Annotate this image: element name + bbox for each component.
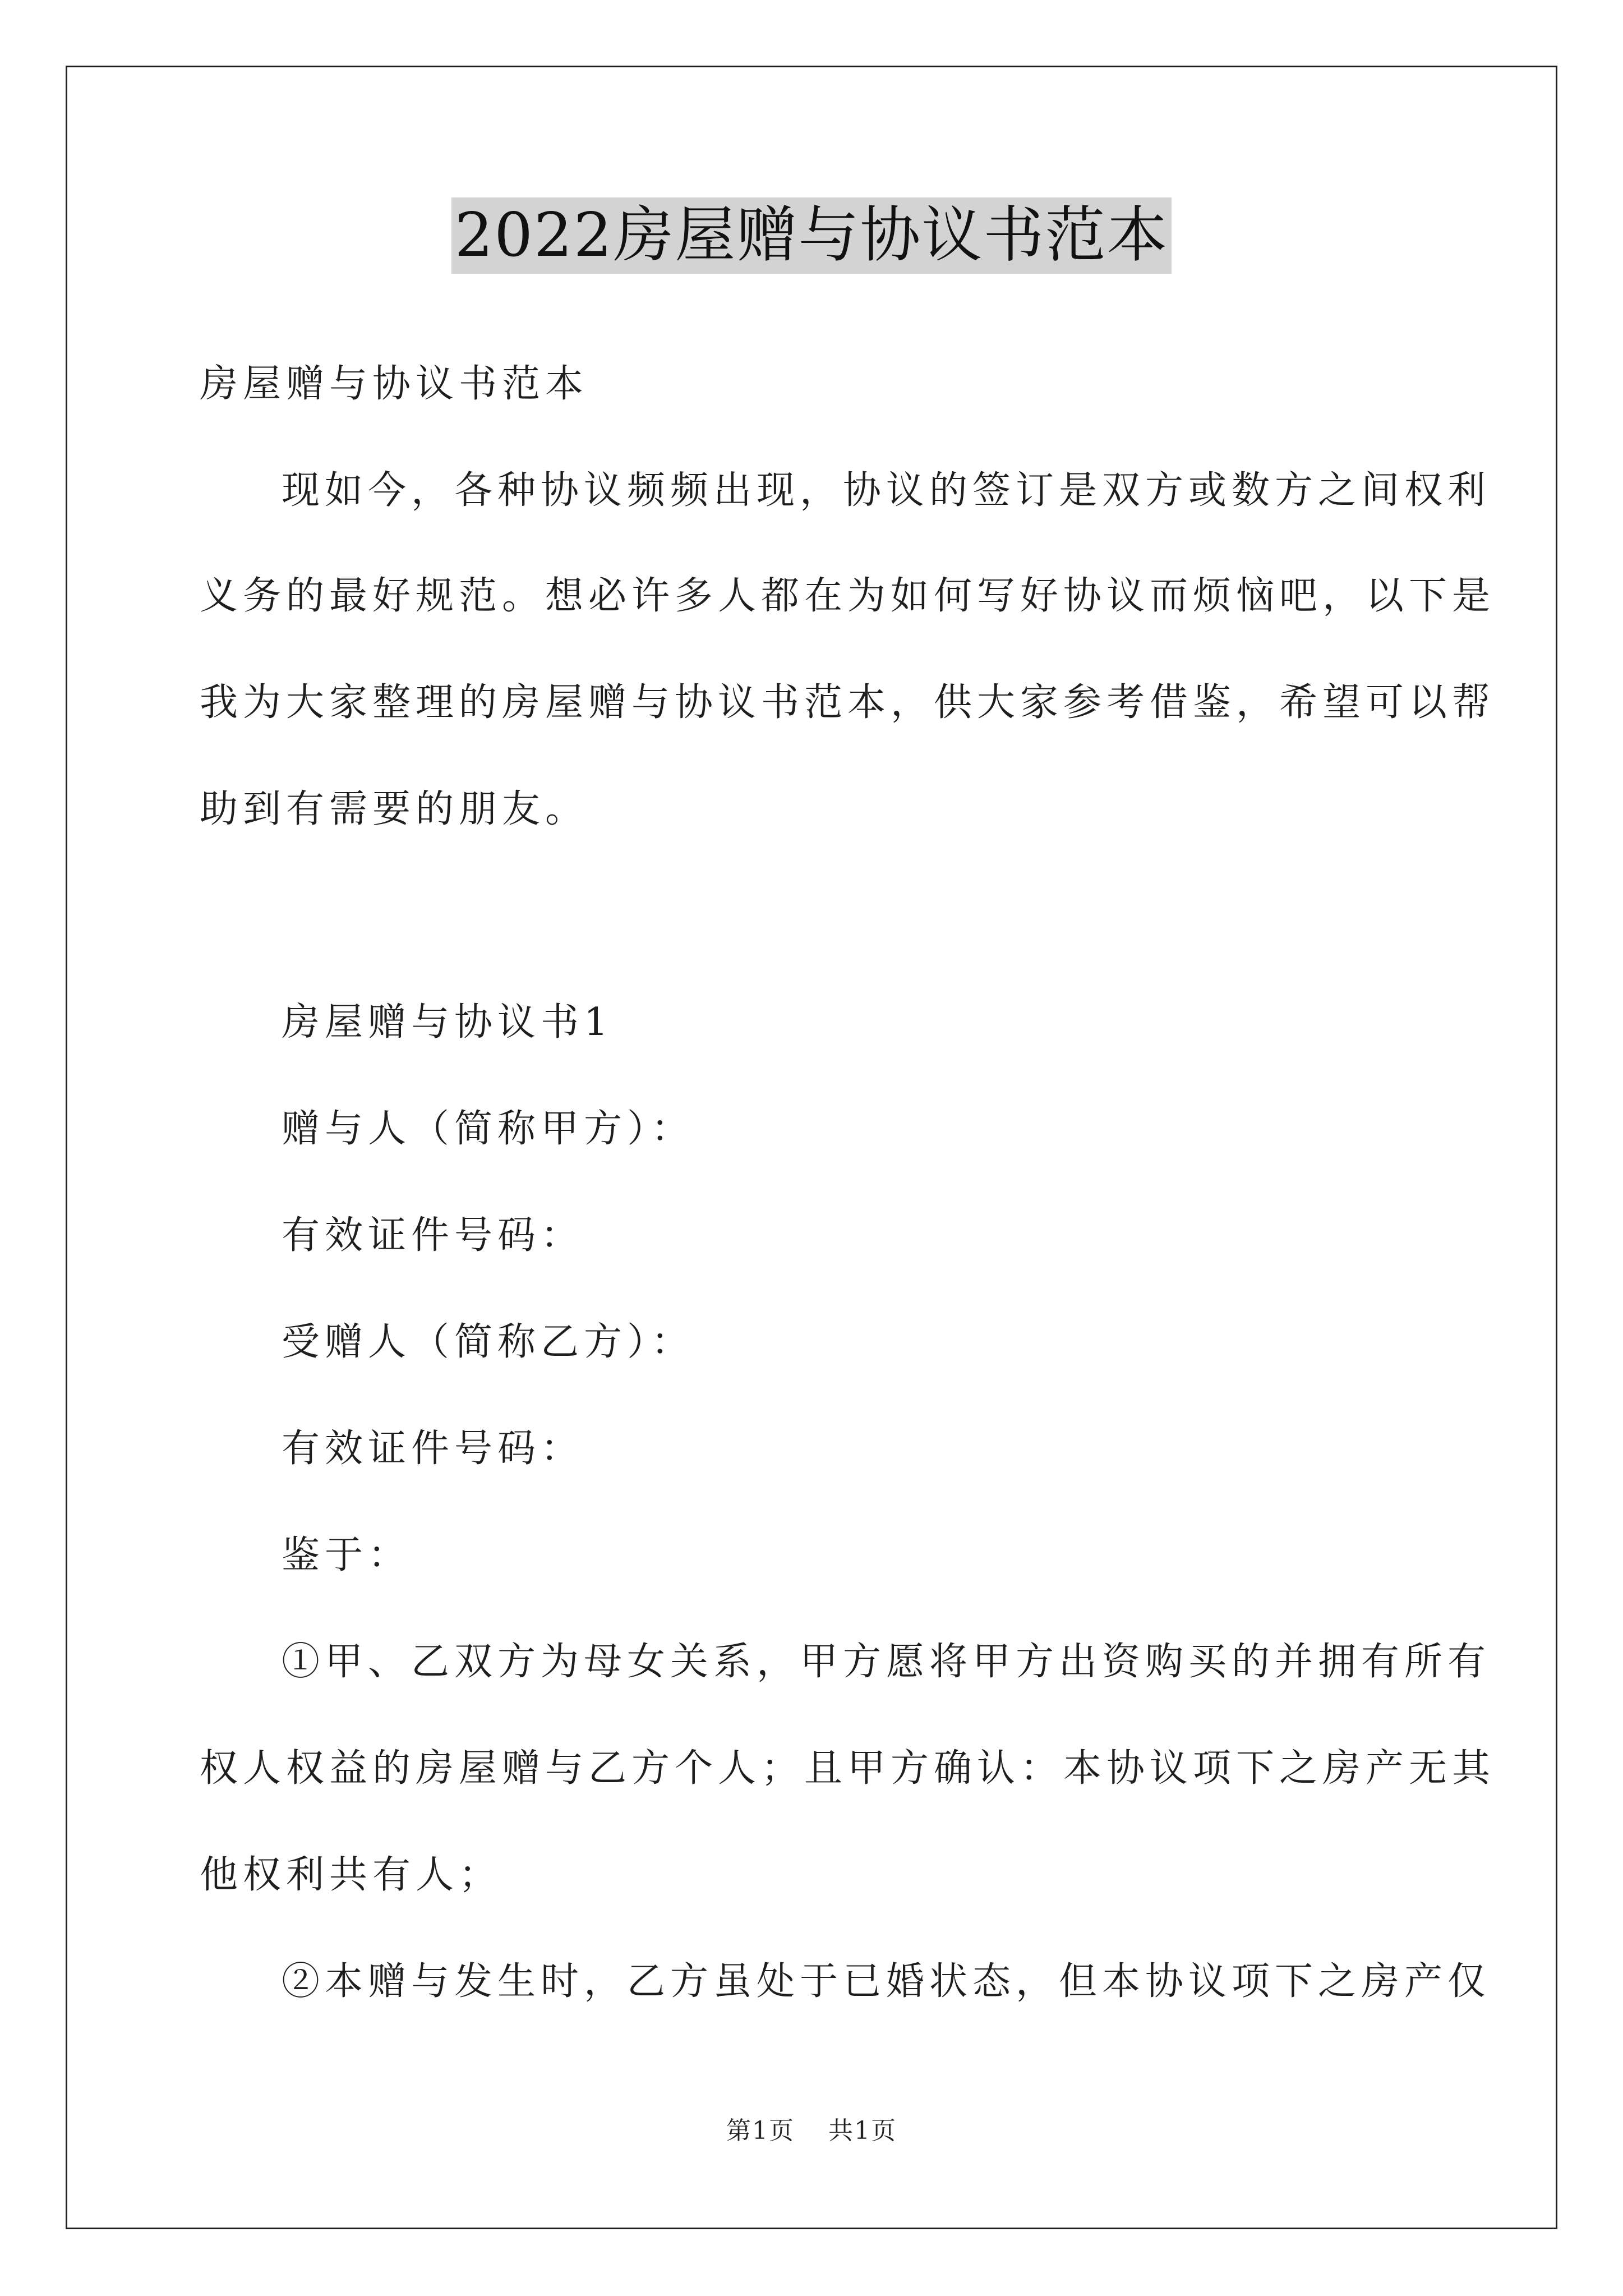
whereas-label: 鉴于： [282, 1533, 412, 1577]
clause-1-line-1: ①甲、乙双方为母女关系，甲方愿将甲方出资购买的并拥有所有 [282, 1640, 1491, 1684]
clause-1-line-3: 他权利共有人； [200, 1853, 502, 1897]
document-subtitle: 房屋赠与协议书范本 [200, 362, 589, 406]
clause-2-line-1: ②本赠与发生时，乙方虽处于已婚状态，但本协议项下之房产仅 [282, 1959, 1491, 2004]
intro-line-2: 义务的最好规范。想必许多人都在为如何写好协议而烦恼吧，以下是 [200, 574, 1496, 618]
intro-line-4: 助到有需要的朋友。 [200, 787, 589, 831]
section-heading: 房屋赠与协议书1 [282, 1000, 614, 1045]
clause-1-line-2: 权人权益的房屋赠与乙方个人；且甲方确认：本协议项下之房产无其 [200, 1746, 1496, 1791]
title-container [0, 197, 1623, 274]
intro-line-1: 现如今，各种协议频频出现，协议的签订是双方或数方之间权利 [282, 468, 1491, 513]
donee-id-field: 有效证件号码： [282, 1427, 584, 1471]
intro-line-3: 我为大家整理的房屋赠与协议书范本，供大家参考借鉴，希望可以帮 [200, 680, 1496, 725]
page-current: 第1页 [726, 2116, 795, 2145]
document-title: 2022房屋赠与协议书范本 [451, 197, 1172, 274]
donor-id-field: 有效证件号码： [282, 1213, 584, 1258]
page-total: 共1页 [828, 2116, 897, 2145]
donee-field: 受赠人（简称乙方）： [282, 1320, 695, 1364]
page-footer [0, 2110, 1623, 2146]
donor-field: 赠与人（简称甲方）： [282, 1107, 695, 1151]
